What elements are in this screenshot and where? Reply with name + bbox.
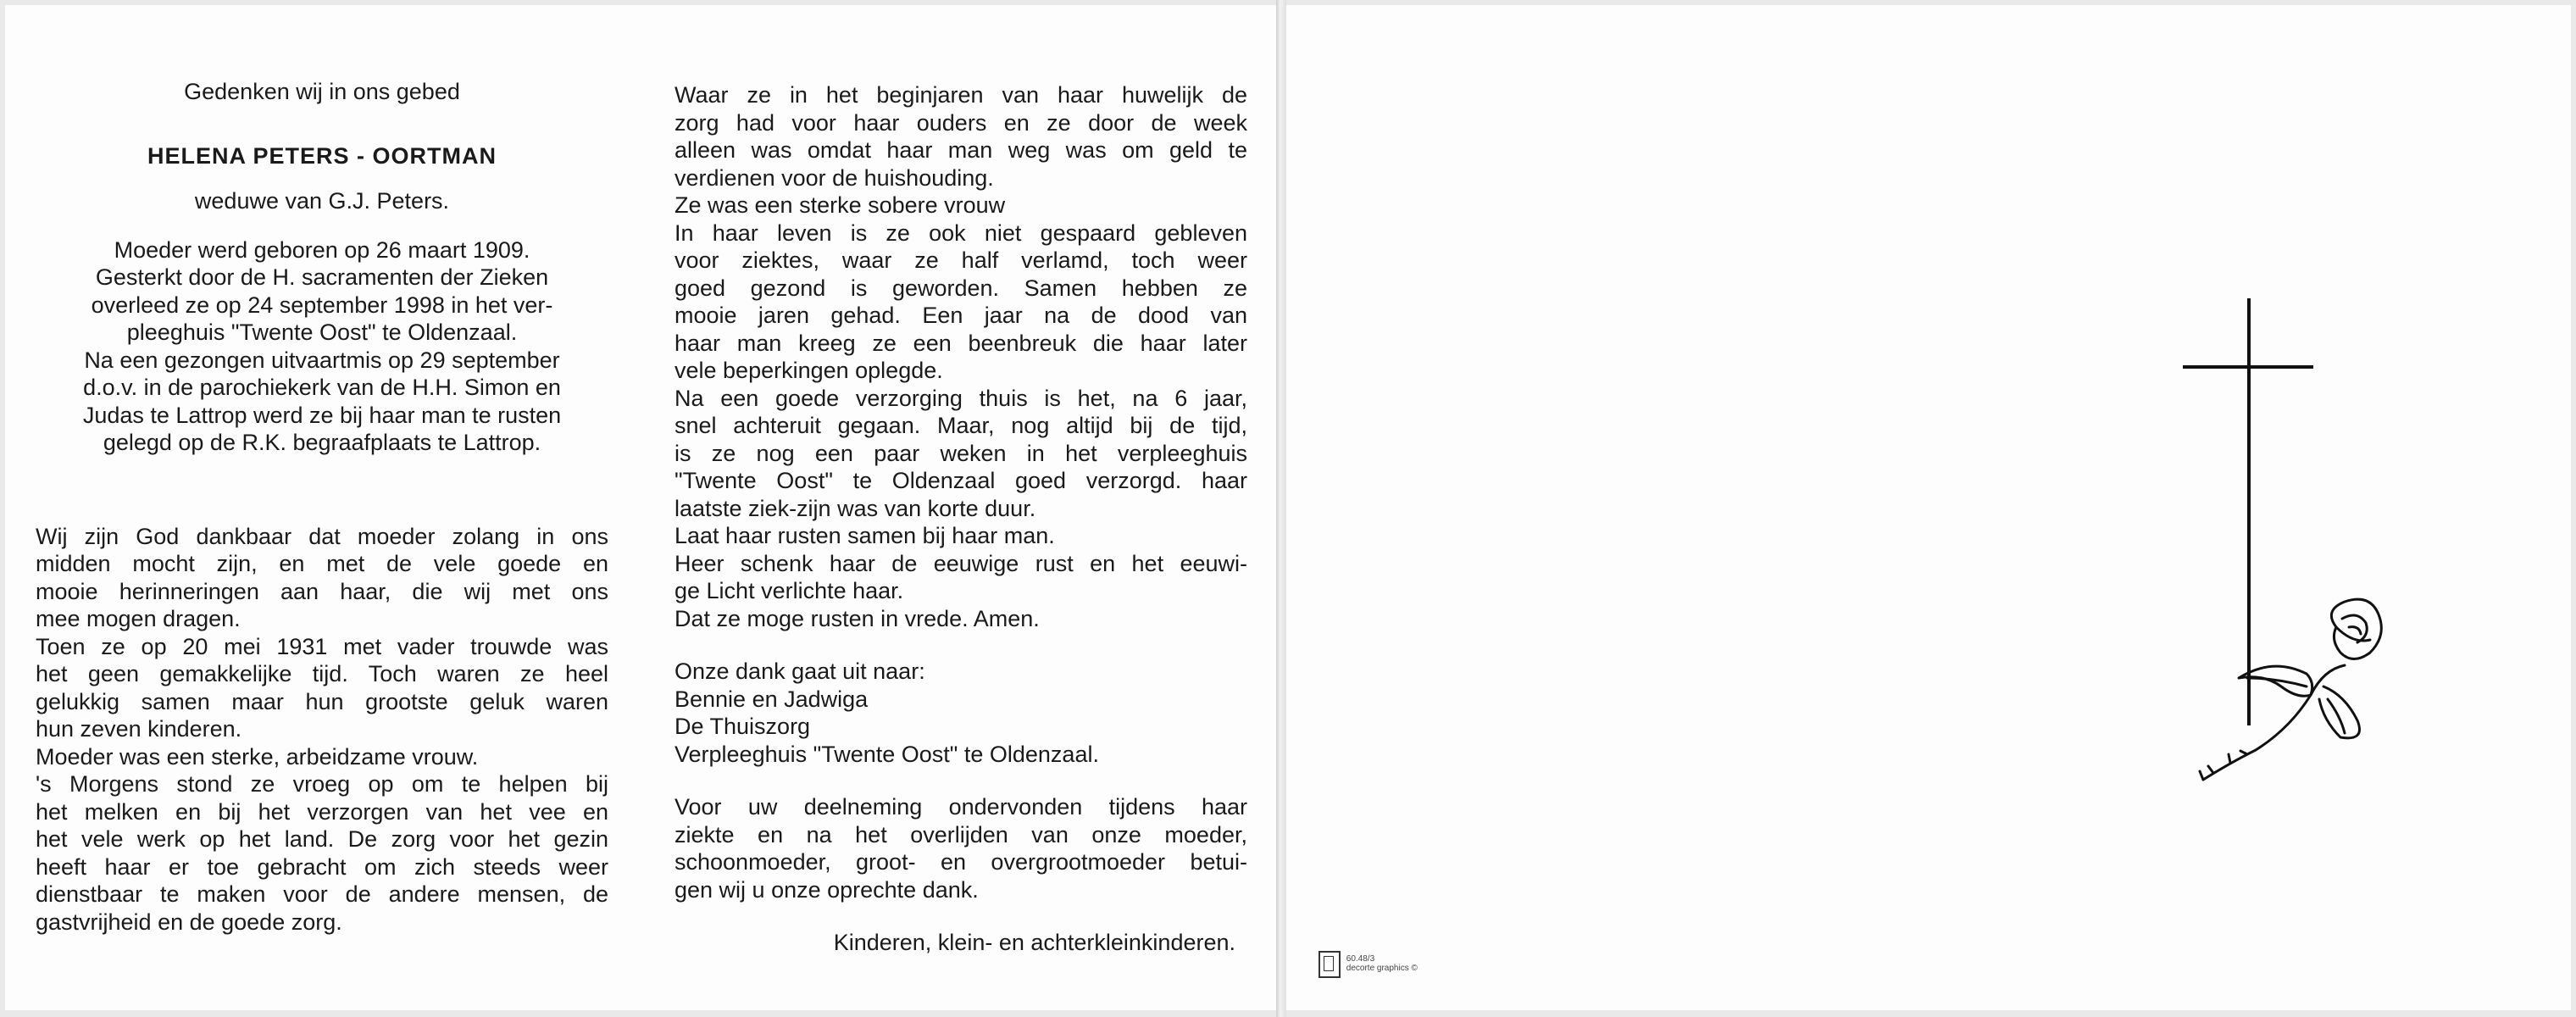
story-line: 's Morgens stond ze vroeg op om te helpen bij [36,771,608,797]
paragraph-spacer [675,632,1247,658]
story-line: haar man kreeg ze een beenbreuk die haar later [675,330,1247,356]
card-fold [1276,0,1286,1017]
story-line: snel achteruit gegaan. Maar, nog altijd bij de tijd, [675,413,1247,438]
story-line: gelukkig samen maar hun grootste geluk waren [36,688,608,714]
printer-logo-text [1346,951,1418,973]
story-line: goed gezond is geworden. Samen hebben ze [675,275,1247,301]
birth-line: pleeghuis "Twente Oost" te Oldenzaal. [126,320,518,345]
birth-line: Judas te Lattrop werd ze bij haar man te rusten [82,402,562,428]
story-line: Wij zijn God dankbaar dat moeder zolang in ons [36,523,608,549]
story-line: verdienen voor de huishouding. [675,164,994,191]
birth-line: d.o.v. in de parochiekerk van de H.H. Simon en [83,375,561,400]
story-line: Ze was een sterke sobere vrouw [675,192,1006,218]
story-line: Waar ze in het beginjaren van haar huwelijk de [675,82,1247,108]
story-line: voor ziektes, waar ze half verlamd, toch weer [675,247,1247,273]
story-line: laatste ziek-zijn was van korte duur. [675,495,1036,521]
logo-code: 60.48/3 [1346,954,1375,964]
paragraph-spacer [675,768,1247,793]
condolence-line: schoonmoeder, groot- en overgrootmoeder betui- [675,849,1247,875]
family-signature: Kinderen, klein- en achterkleinkinderen. [833,930,1235,955]
birth-line: Na een gezongen uitvaartmis op 29 september [84,347,560,373]
story-line: Laat haar rusten samen bij haar man. [675,523,1055,548]
continued-story-paragraph [675,81,1247,632]
thanks-paragraph [675,658,1247,768]
story-line: heeft haar er toe gebracht om zich steeds weer [36,853,608,880]
thanks-line: De Thuiszorg [675,714,811,739]
birth-paragraph [36,236,608,457]
condolence-line: ziekte en na het overlijden van onze moeder, [675,821,1247,848]
birth-line: overleed ze op 24 september 1998 in het ver- [91,292,553,318]
story-line: Dat ze moge rusten in vrede. Amen. [675,605,1040,631]
story-line: Na een goede verzorging thuis is het, na 6 jaar, [675,385,1247,411]
story-line: mooie jaren gehad. Een jaar na de dood van [675,303,1247,328]
story-line: dienstbaar te maken voor de andere mensen, de [36,881,608,907]
story-line: midden mocht zijn, en met de vele goede en [36,551,608,576]
story-line: In haar leven is ze ook niet gespaard gebleven [675,220,1247,246]
widow-line: weduwe van G.J. Peters. [194,188,450,214]
story-line: mee mogen dragen. [36,606,241,631]
story-line: "Twente Oost" te Oldenzaal goed verzorgd. haar [675,468,1247,493]
life-story-paragraph [36,523,608,936]
intro-line: Gedenken wij in ons gebed [184,79,460,104]
story-line: ge Licht verlichte haar. [675,578,904,603]
thanks-line: Onze dank gaat uit naar: [675,659,925,684]
story-line: het geen gemakkelijke tijd. Toch waren ze heel [36,661,608,686]
story-line: Heer schenk haar de eeuwige rust en het eeuwi- [675,550,1247,576]
printer-logo-icon [1319,951,1341,978]
card-inner-left [5,5,1277,1010]
card-front-cover [1286,5,2571,1010]
right-text-column [675,81,1247,957]
story-line: mooie herinneringen aan haar, die wij met ons [36,578,608,604]
story-line: zorg had voor haar ouders en ze door de week [675,109,1247,136]
birth-line: Gesterkt door de H. sacramenten der Zieken [95,264,549,290]
deceased-name: HELENA PETERS - OORTMAN [147,142,497,169]
story-line: hun zeven kinderen. [36,716,242,742]
story-line: vele beperkingen oplegde. [675,358,943,383]
story-line: Moeder was een sterke, arbeidzame vrouw. [36,743,479,770]
birth-line: gelegd op de R.K. begraafplaats te Lattrop. [103,430,541,455]
rose-illustration [2196,593,2417,788]
logo-brand: decorte graphics © [1346,964,1418,973]
condolence-paragraph [675,793,1247,903]
thanks-line: Verpleeghuis "Twente Oost" te Oldenzaal. [675,741,1099,767]
left-text-column [36,78,608,936]
story-line: het melken en bij het verzorgen van het vee en [36,798,608,825]
thanks-line: Bennie en Jadwiga [675,686,869,712]
story-line: het vele werk op het land. De zorg voor het gezin [36,826,608,852]
condolence-line: Voor uw deelneming ondervonden tijdens haar [675,794,1247,820]
story-line: alleen was omdat haar man weg was om geld te [675,137,1247,163]
condolence-line: gen wij u onze oprechte dank. [675,876,979,903]
story-line: is ze nog een paar weken in het verpleeghuis [675,440,1247,466]
printer-logo [1319,951,1418,978]
story-line: Toen ze op 20 mei 1931 met vader trouwde was [36,633,608,659]
birth-line: Moeder werd geboren op 26 maart 1909. [114,236,530,263]
story-line: gastvrijheid en de goede zorg. [36,909,342,935]
cross-horizontal-beam [2183,365,2313,369]
